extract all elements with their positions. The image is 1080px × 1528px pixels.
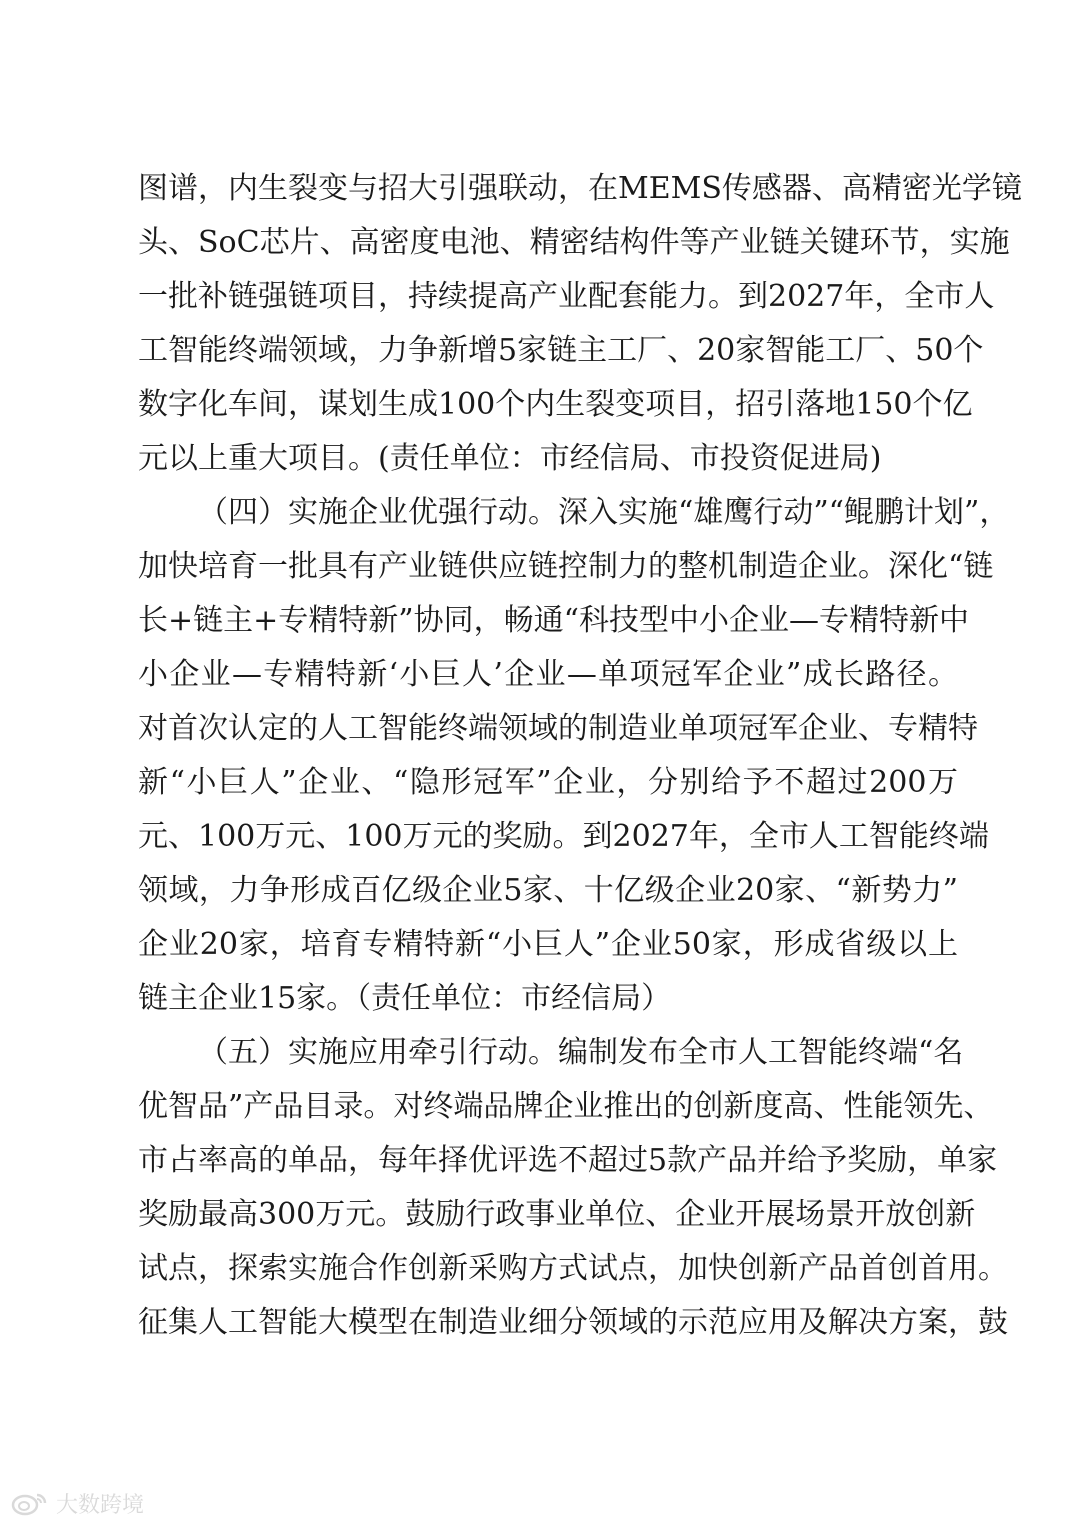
- text-line: 元、100万元、100万元的奖励。到2027年，全市人工智能终端: [138, 819, 989, 854]
- text-line: 征集人工智能大模型在制造业细分领域的示范应用及解决方案，鼓: [138, 1305, 1008, 1340]
- text-line: 元以上重大项目。(责任单位：市经信局、市投资促进局): [138, 441, 882, 476]
- text-line: 新“小巨人”企业、“隐形冠军”企业，分别给予不超过200万: [138, 765, 958, 800]
- text-line: 工智能终端领域，力争新增5家链主工厂、20家智能工厂、50个: [138, 333, 984, 368]
- text-line: 小企业—专精特新‘小巨人’企业—单项冠军企业”成长路径。: [138, 657, 958, 692]
- weibo-logo-icon: [10, 1489, 50, 1517]
- section-heading-line: （五）实施应用牵引行动。编制发布全市人工智能终端“名: [198, 1035, 964, 1070]
- text-line: 头、SoC芯片、高密度电池、精密结构件等产业链关键环节，实施: [138, 225, 1010, 260]
- text-line: 企业20家，培育专精特新“小巨人”企业50家，形成省级以上: [138, 927, 958, 962]
- watermark-text: 大数跨境: [56, 1492, 145, 1518]
- text-line: 试点，探索实施合作创新采购方式试点，加快创新产品首创首用。: [138, 1251, 1008, 1286]
- text-line: 市占率高的单品，每年择优评选不超过5款产品并给予奖励，单家: [138, 1143, 998, 1178]
- text-line: 数字化车间，谋划生成100个内生裂变项目，招引落地150个亿: [138, 387, 973, 422]
- text-line: 长+链主+专精特新”协同，畅通“科技型中小企业—专精特新中: [138, 603, 969, 638]
- text-line: 加快培育一批具有产业链供应链控制力的整机制造企业。深化“链: [138, 549, 994, 584]
- text-line: 一批补链强链项目，持续提高产业配套能力。到2027年，全市人: [138, 279, 995, 314]
- text-line: 奖励最高300万元。鼓励行政事业单位、企业开展场景开放创新: [138, 1197, 976, 1232]
- text-line: 优智品”产品目录。对终端品牌企业推出的创新度高、性能领先、: [138, 1089, 994, 1124]
- section-heading-line: （四）实施企业优强行动。深入实施“雄鹰行动”“鲲鹏计划”，: [198, 495, 1010, 530]
- text-line: 领域，力争形成百亿级企业5家、十亿级企业20家、“新势力”: [138, 873, 958, 908]
- text-line: 对首次认定的人工智能终端领域的制造业单项冠军企业、专精特: [138, 711, 978, 746]
- text-line: 图谱，内生裂变与招大引强联动，在MEMS传感器、高精密光学镜: [138, 171, 1022, 206]
- text-line: 链主企业15家。（责任单位：市经信局）: [138, 981, 672, 1016]
- watermark: [10, 1488, 144, 1518]
